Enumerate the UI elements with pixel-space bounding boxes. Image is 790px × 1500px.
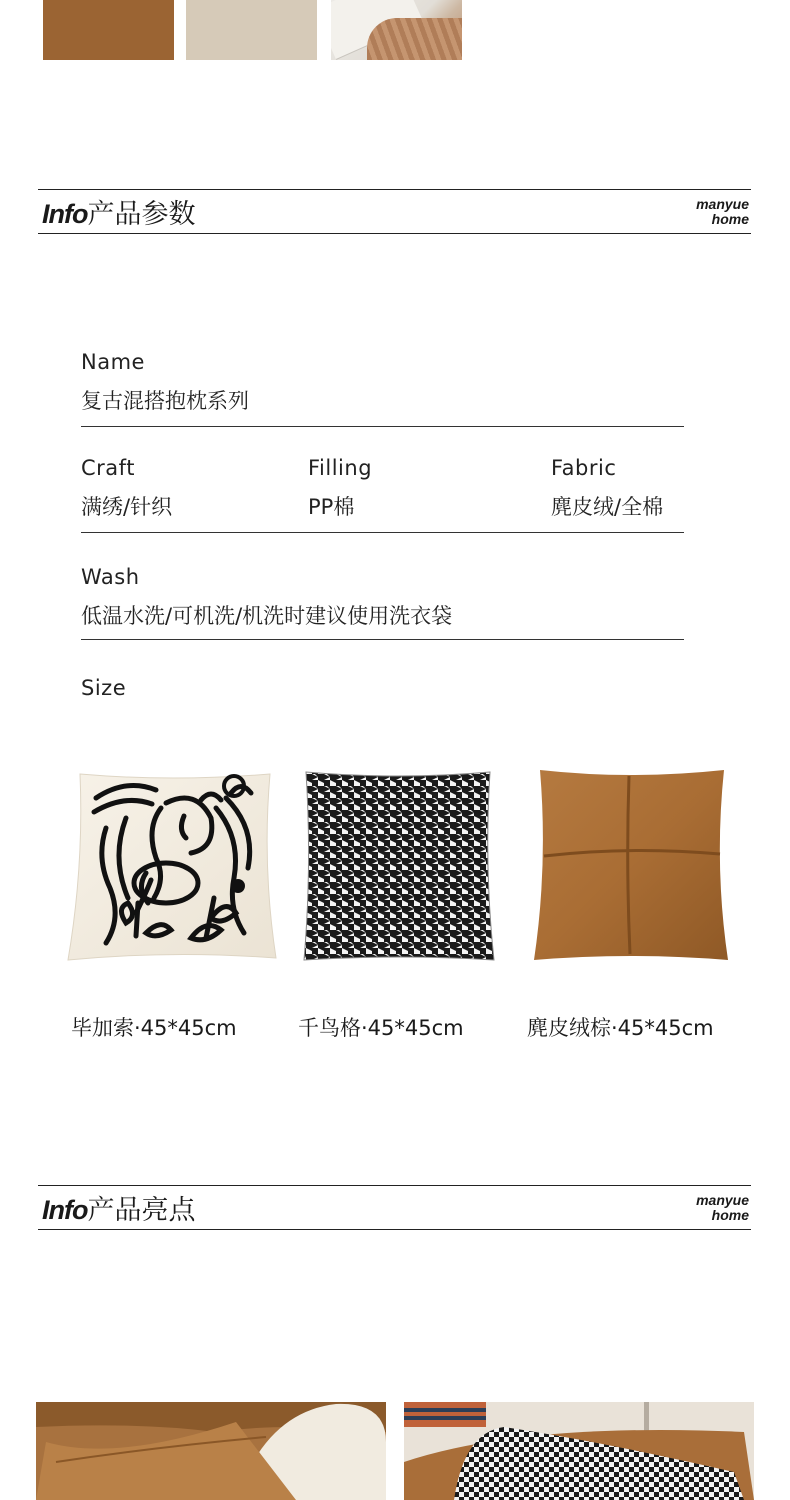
craft-label: Craft [81,456,135,480]
highlight-photo-houndstooth [404,1402,754,1500]
filling-value: PP棉 [308,495,355,519]
size-label: Size [81,676,127,700]
product-caption-picasso: 毕加索·45*45cm [71,1016,237,1040]
brand-line-1: manyue [696,1192,749,1208]
section-title-en: Info [42,1195,88,1225]
brand-line-2: home [711,1207,749,1223]
section-title [42,1188,195,1227]
fabric-value: 麂皮绒/全棉 [551,495,664,519]
section-title-cn: 产品参数 [87,199,196,230]
name-label: Name [81,350,145,374]
swatch-tan [43,0,174,60]
section-header-params [38,189,751,234]
divider [81,532,684,533]
section-title [42,192,195,231]
craft-value: 满绣/针织 [81,495,173,519]
filling-label: Filling [308,456,373,480]
picasso-pillow-image [66,768,278,964]
wash-value: 低温水洗/可机洗/机洗时建议使用洗衣袋 [81,604,453,628]
suede-pillow-image [530,766,732,966]
wash-label: Wash [81,565,140,589]
section-title-cn: 产品亮点 [87,1195,196,1226]
brand-logo [696,197,749,227]
name-value: 复古混搭抱枕系列 [81,389,249,413]
brand-line-2: home [711,211,749,227]
knit-image [367,18,462,60]
divider [81,639,684,640]
fabric-label: Fabric [551,456,617,480]
product-caption-houndstooth: 千鸟格·45*45cm [298,1016,464,1040]
section-title-en: Info [42,199,88,229]
divider [81,426,684,427]
swatch-beige [186,0,317,60]
section-header-highlights [38,1185,751,1230]
highlight-photo-suede [36,1402,386,1500]
brand-line-1: manyue [696,196,749,212]
houndstooth-pillow-image [300,768,496,964]
brand-logo [696,1193,749,1223]
product-caption-suede: 麂皮绒棕·45*45cm [527,1016,714,1040]
swatch-photo [331,0,462,60]
